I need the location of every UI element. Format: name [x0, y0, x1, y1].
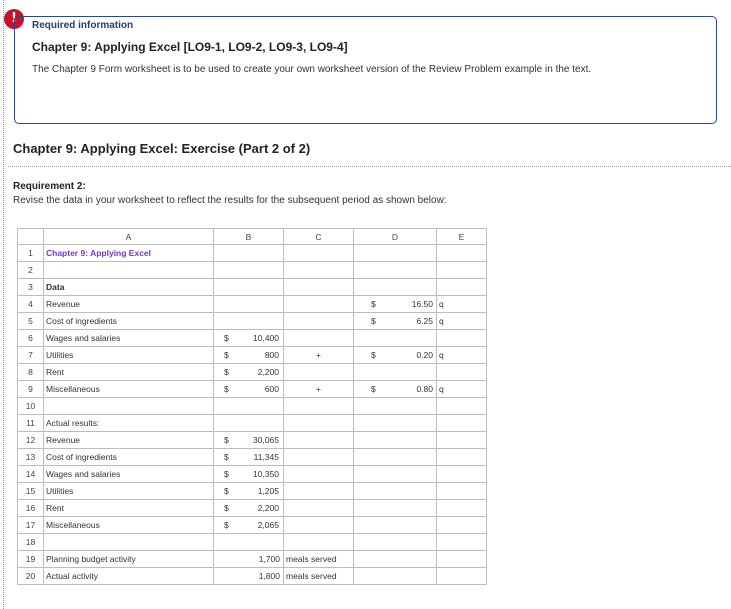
- cell-c9[interactable]: +: [284, 381, 354, 398]
- row-number: 1: [18, 245, 44, 262]
- cell-e13[interactable]: [437, 449, 487, 466]
- cell-e15[interactable]: [437, 483, 487, 500]
- row-number: 4: [18, 296, 44, 313]
- currency-sign: $: [224, 350, 229, 360]
- sheet-row: [18, 483, 487, 500]
- cell-c14[interactable]: [284, 466, 354, 483]
- exclamation-icon: !: [4, 9, 24, 29]
- currency-sign: $: [224, 384, 229, 394]
- row-number: 3: [18, 279, 44, 296]
- cell-d16[interactable]: [354, 500, 437, 517]
- row-number: 15: [18, 483, 44, 500]
- cell-d19[interactable]: [354, 551, 437, 568]
- sheet-row: [18, 347, 487, 364]
- row-number: 2: [18, 262, 44, 279]
- currency-sign: $: [371, 384, 376, 394]
- sheet-row: [18, 296, 487, 313]
- sheet-row: [18, 551, 487, 568]
- cell-a11[interactable]: Actual results:: [44, 415, 214, 432]
- row-number: 10: [18, 398, 44, 415]
- column-header-a: A: [44, 229, 214, 245]
- column-header-b: B: [214, 229, 284, 245]
- cell-value: 30,065: [253, 435, 279, 445]
- cell-c7[interactable]: +: [284, 347, 354, 364]
- cell-a8[interactable]: Rent: [44, 364, 214, 381]
- row-number: 12: [18, 432, 44, 449]
- cell-c10[interactable]: [284, 398, 354, 415]
- currency-sign: $: [224, 367, 229, 377]
- cell-e1[interactable]: [437, 245, 487, 262]
- cell-c11[interactable]: [284, 415, 354, 432]
- cell-e5[interactable]: q: [437, 313, 487, 330]
- row-number: 8: [18, 364, 44, 381]
- currency-sign: $: [224, 435, 229, 445]
- required-information-title: Chapter 9: Applying Excel [LO9-1, LO9-2, LO9-3, LO9-4]: [32, 40, 348, 54]
- cell-d14[interactable]: [354, 466, 437, 483]
- cell-d13[interactable]: [354, 449, 437, 466]
- sheet-row: [18, 449, 487, 466]
- sheet-row: [18, 466, 487, 483]
- cell-b8[interactable]: [214, 364, 284, 381]
- cell-d15[interactable]: [354, 483, 437, 500]
- cell-d4[interactable]: [354, 296, 437, 313]
- cell-e18[interactable]: [437, 534, 487, 551]
- cell-value: 11,345: [253, 452, 279, 462]
- cell-e7[interactable]: q: [437, 347, 487, 364]
- cell-b3[interactable]: [214, 279, 284, 296]
- sheet-row: [18, 568, 487, 585]
- cell-a3[interactable]: Data: [44, 279, 214, 296]
- sheet-row: [18, 398, 487, 415]
- cell-c13[interactable]: [284, 449, 354, 466]
- cell-b12[interactable]: [214, 432, 284, 449]
- cell-value: 1,800: [258, 571, 280, 581]
- sheet-row: [18, 381, 487, 398]
- cell-value: 10,400: [253, 333, 279, 343]
- cell-e20[interactable]: [437, 568, 487, 585]
- cell-b13[interactable]: [214, 449, 284, 466]
- row-number: 18: [18, 534, 44, 551]
- required-information-label: Required information: [32, 20, 134, 31]
- column-header-d: D: [354, 229, 437, 245]
- cell-e16[interactable]: [437, 500, 487, 517]
- currency-sign: $: [371, 350, 376, 360]
- cell-e6[interactable]: [437, 330, 487, 347]
- cell-b1[interactable]: [214, 245, 284, 262]
- sheet-row: [18, 500, 487, 517]
- cell-d17[interactable]: [354, 517, 437, 534]
- cell-e2[interactable]: [437, 262, 487, 279]
- cell-a2[interactable]: [44, 262, 214, 279]
- divider: [8, 166, 731, 167]
- cell-d8[interactable]: [354, 364, 437, 381]
- cell-e10[interactable]: [437, 398, 487, 415]
- cell-a5[interactable]: Cost of ingredients: [44, 313, 214, 330]
- cell-b19[interactable]: [214, 551, 284, 568]
- cell-d5[interactable]: [354, 313, 437, 330]
- cell-d3[interactable]: [354, 279, 437, 296]
- cell-e3[interactable]: [437, 279, 487, 296]
- cell-a10[interactable]: [44, 398, 214, 415]
- row-number: 20: [18, 568, 44, 585]
- cell-c17[interactable]: [284, 517, 354, 534]
- cell-c12[interactable]: [284, 432, 354, 449]
- row-number: 7: [18, 347, 44, 364]
- cell-c8[interactable]: [284, 364, 354, 381]
- cell-d1[interactable]: [354, 245, 437, 262]
- spreadsheet: [17, 228, 487, 585]
- currency-sign: $: [371, 299, 376, 309]
- row-number: 11: [18, 415, 44, 432]
- cell-d9[interactable]: [354, 381, 437, 398]
- cell-c18[interactable]: [284, 534, 354, 551]
- cell-e8[interactable]: [437, 364, 487, 381]
- column-header-c: C: [284, 229, 354, 245]
- cell-a17[interactable]: Miscellaneous: [44, 517, 214, 534]
- cell-a13[interactable]: Cost of ingredients: [44, 449, 214, 466]
- currency-sign: $: [224, 333, 229, 343]
- currency-sign: $: [371, 316, 376, 326]
- cell-d6[interactable]: [354, 330, 437, 347]
- cell-d10[interactable]: [354, 398, 437, 415]
- row-number: 13: [18, 449, 44, 466]
- cell-b7[interactable]: [214, 347, 284, 364]
- cell-e19[interactable]: [437, 551, 487, 568]
- cell-a18[interactable]: [44, 534, 214, 551]
- cell-value: 0.20: [416, 350, 433, 360]
- row-number: 6: [18, 330, 44, 347]
- cell-b14[interactable]: [214, 466, 284, 483]
- cell-value: 6.25: [416, 316, 433, 326]
- cell-c3[interactable]: [284, 279, 354, 296]
- cell-value: 1,205: [257, 486, 279, 496]
- requirement-text: Revise the data in your worksheet to reflect the results for the subsequent period as shown below:: [13, 195, 447, 206]
- cell-value: 800: [264, 350, 279, 360]
- cell-a9[interactable]: Miscellaneous: [44, 381, 214, 398]
- cell-c6[interactable]: [284, 330, 354, 347]
- cell-c15[interactable]: [284, 483, 354, 500]
- cell-c1[interactable]: [284, 245, 354, 262]
- cell-d2[interactable]: [354, 262, 437, 279]
- cell-a15[interactable]: Utilities: [44, 483, 214, 500]
- cell-value: 16.50: [411, 299, 433, 309]
- cell-a1[interactable]: Chapter 9: Applying Excel: [44, 245, 214, 262]
- cell-b15[interactable]: [214, 483, 284, 500]
- currency-sign: $: [224, 469, 229, 479]
- row-number: 16: [18, 500, 44, 517]
- row-number: 9: [18, 381, 44, 398]
- cell-b5[interactable]: [214, 313, 284, 330]
- cell-c19[interactable]: meals served: [284, 551, 354, 568]
- row-number: 14: [18, 466, 44, 483]
- cell-b2[interactable]: [214, 262, 284, 279]
- sheet-row: [18, 534, 487, 551]
- sheet-row: [18, 364, 487, 381]
- sheet-row: [18, 262, 487, 279]
- cell-a19[interactable]: Planning budget activity: [44, 551, 214, 568]
- cell-b4[interactable]: [214, 296, 284, 313]
- cell-e12[interactable]: [437, 432, 487, 449]
- cell-a4[interactable]: Revenue: [44, 296, 214, 313]
- requirement-title: Requirement 2:: [13, 181, 86, 192]
- cell-value: 2,200: [257, 503, 279, 513]
- cell-a6[interactable]: Wages and salaries: [44, 330, 214, 347]
- cell-a12[interactable]: Revenue: [44, 432, 214, 449]
- cell-b9[interactable]: [214, 381, 284, 398]
- cell-c20[interactable]: meals served: [284, 568, 354, 585]
- sheet-row: [18, 415, 487, 432]
- cell-e9[interactable]: q: [437, 381, 487, 398]
- cell-d12[interactable]: [354, 432, 437, 449]
- cell-value: 1,700: [258, 554, 280, 564]
- cell-c16[interactable]: [284, 500, 354, 517]
- currency-sign: $: [224, 486, 229, 496]
- required-information-text: The Chapter 9 Form worksheet is to be used to create your own worksheet version of the Review Problem example in the text.: [32, 64, 592, 75]
- sheet-row: [18, 330, 487, 347]
- page-title: Chapter 9: Applying Excel: Exercise (Part 2 of 2): [13, 141, 311, 156]
- corner-cell: [18, 229, 44, 245]
- cell-e4[interactable]: q: [437, 296, 487, 313]
- sheet-row: [18, 517, 487, 534]
- sheet-row: [18, 432, 487, 449]
- cell-value: 0.80: [416, 384, 433, 394]
- cell-d20[interactable]: [354, 568, 437, 585]
- cell-e11[interactable]: [437, 415, 487, 432]
- cell-e17[interactable]: [437, 517, 487, 534]
- cell-value: 600: [264, 384, 279, 394]
- column-header-e: E: [437, 229, 487, 245]
- cell-d18[interactable]: [354, 534, 437, 551]
- cell-a16[interactable]: Rent: [44, 500, 214, 517]
- cell-a20[interactable]: Actual activity: [44, 568, 214, 585]
- cell-b10[interactable]: [214, 398, 284, 415]
- cell-e14[interactable]: [437, 466, 487, 483]
- row-number: 5: [18, 313, 44, 330]
- row-number: 19: [18, 551, 44, 568]
- sheet-row: [18, 313, 487, 330]
- cell-d7[interactable]: [354, 347, 437, 364]
- currency-sign: $: [224, 520, 229, 530]
- cell-value: 2,200: [257, 367, 279, 377]
- currency-sign: $: [224, 503, 229, 513]
- row-number: 17: [18, 517, 44, 534]
- left-dotted-border: [3, 0, 4, 609]
- cell-b16[interactable]: [214, 500, 284, 517]
- cell-b17[interactable]: [214, 517, 284, 534]
- cell-b18[interactable]: [214, 534, 284, 551]
- column-header-row: [18, 229, 487, 245]
- cell-c5[interactable]: [284, 313, 354, 330]
- cell-c4[interactable]: [284, 296, 354, 313]
- cell-d11[interactable]: [354, 415, 437, 432]
- cell-b20[interactable]: [214, 568, 284, 585]
- currency-sign: $: [224, 452, 229, 462]
- cell-value: 2,065: [257, 520, 279, 530]
- cell-value: 10,350: [253, 469, 279, 479]
- sheet-row: [18, 245, 487, 262]
- sheet-row: [18, 279, 487, 296]
- cell-a7[interactable]: Utilities: [44, 347, 214, 364]
- cell-b6[interactable]: [214, 330, 284, 347]
- cell-a14[interactable]: Wages and salaries: [44, 466, 214, 483]
- cell-b11[interactable]: [214, 415, 284, 432]
- cell-c2[interactable]: [284, 262, 354, 279]
